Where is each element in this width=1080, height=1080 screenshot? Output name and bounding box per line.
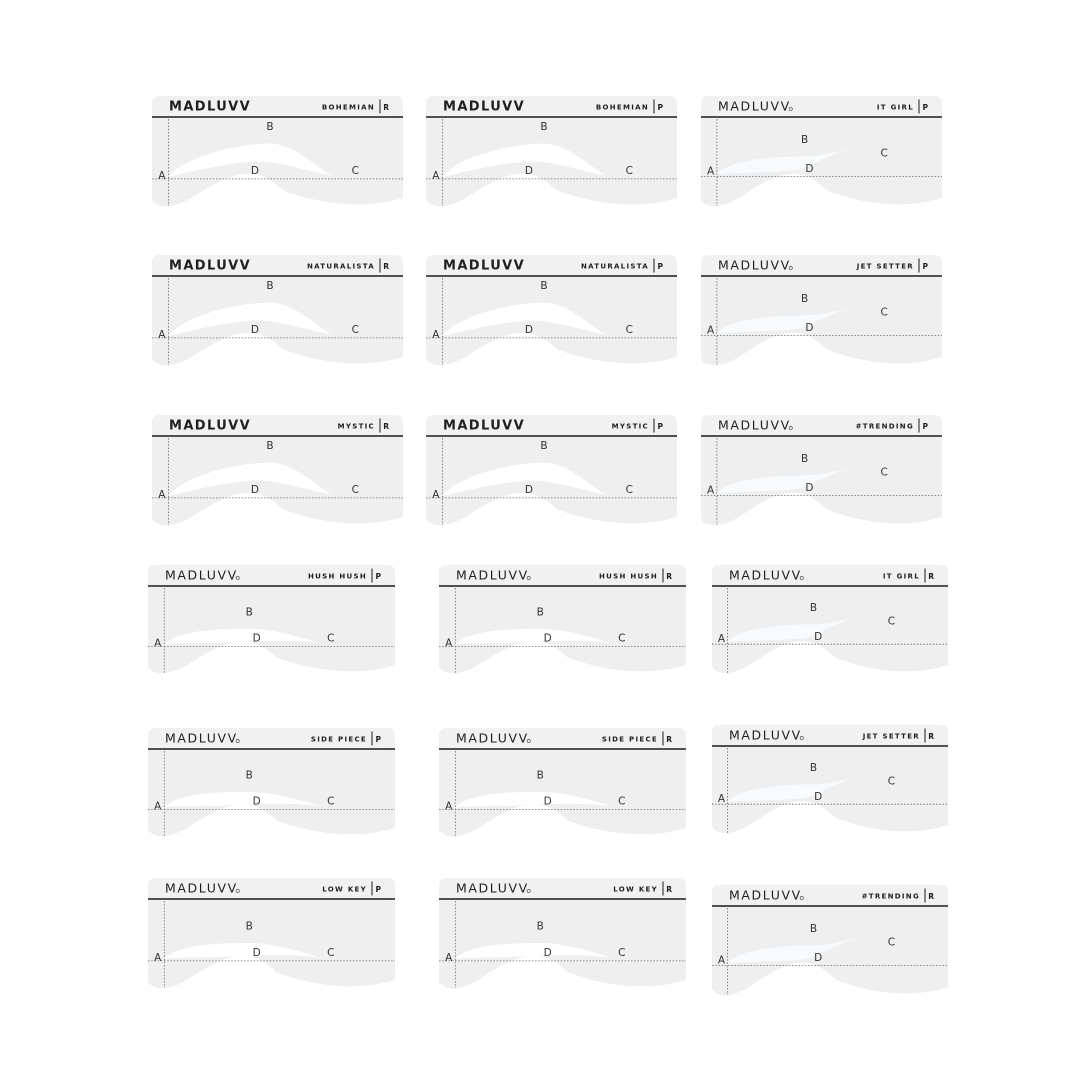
stencil-card bbox=[152, 255, 403, 367]
stencil-style-name: MYSTIC bbox=[611, 422, 649, 431]
stencil-variant: P bbox=[657, 262, 663, 271]
stencil-variant: P bbox=[922, 422, 928, 431]
point-d-label: D bbox=[814, 790, 823, 803]
brand-logo: MADLUVV bbox=[165, 730, 238, 746]
brow-stencil bbox=[426, 415, 677, 527]
point-c-label: C bbox=[351, 323, 359, 336]
point-a-label: A bbox=[717, 633, 726, 645]
brand-logo: MADLUVV bbox=[443, 258, 526, 274]
brow-stencil bbox=[148, 565, 395, 675]
stencil-style-name: JET SETTER bbox=[862, 732, 920, 741]
brand-logo: MADLUVV bbox=[729, 567, 802, 583]
brand-logo: MADLUVV bbox=[165, 567, 238, 583]
stencil-variant: P bbox=[657, 103, 663, 112]
point-a-label: A bbox=[154, 951, 162, 964]
point-a-label: A bbox=[707, 484, 715, 497]
point-d-label: D bbox=[252, 946, 261, 959]
point-a-label: A bbox=[158, 328, 166, 341]
stencil-card bbox=[701, 96, 942, 208]
point-b-label: B bbox=[536, 606, 544, 619]
brand-logo: MADLUVV bbox=[165, 880, 238, 896]
point-d-label: D bbox=[524, 483, 533, 496]
point-a-label: A bbox=[154, 637, 162, 650]
point-a-label: A bbox=[158, 488, 166, 501]
brand-logo: MADLUVV bbox=[456, 730, 529, 746]
stencil-style-name: SIDE PIECE bbox=[601, 735, 658, 744]
point-d-label: D bbox=[543, 632, 552, 645]
point-c-label: C bbox=[327, 795, 335, 808]
point-a-label: A bbox=[445, 637, 453, 650]
brand-logo: MADLUVV bbox=[456, 567, 529, 583]
point-c-label: C bbox=[625, 483, 633, 496]
stencil-variant: R bbox=[383, 262, 389, 271]
point-c-label: C bbox=[327, 632, 335, 645]
stencil-card bbox=[712, 565, 948, 675]
point-d-label: D bbox=[252, 632, 261, 645]
brow-stencil bbox=[701, 96, 942, 208]
point-b-label: B bbox=[540, 280, 548, 293]
stencil-variant: R bbox=[383, 422, 389, 431]
brand-logo: MADLUVV bbox=[456, 880, 529, 896]
point-b-label: B bbox=[801, 293, 809, 306]
point-b-label: B bbox=[801, 134, 809, 147]
brow-stencil bbox=[439, 565, 686, 675]
brow-stencil bbox=[712, 885, 948, 997]
stencil-card bbox=[426, 255, 677, 367]
point-b-label: B bbox=[809, 923, 818, 936]
brow-stencil bbox=[152, 255, 403, 367]
point-c-label: C bbox=[618, 946, 626, 959]
stencil-style-name: #TRENDING bbox=[855, 422, 914, 431]
stencil-style-name: HUSH HUSH bbox=[307, 572, 367, 581]
stencil-style-name: LOW KEY bbox=[613, 885, 658, 894]
brow-stencil bbox=[148, 878, 395, 990]
point-d-label: D bbox=[543, 946, 552, 959]
brand-logo: MADLUVV bbox=[443, 99, 526, 115]
brow-stencil bbox=[152, 415, 403, 527]
point-b-label: B bbox=[809, 602, 818, 615]
stencil-variant: P bbox=[657, 422, 663, 431]
point-b-label: B bbox=[245, 769, 253, 782]
brow-stencil bbox=[701, 415, 942, 527]
point-d-label: D bbox=[250, 483, 259, 496]
stencil-variant: R bbox=[666, 572, 672, 581]
point-c-label: C bbox=[351, 483, 359, 496]
stencil-card bbox=[439, 878, 686, 990]
stencil-variant: R bbox=[928, 892, 934, 901]
brand-logo: MADLUVV bbox=[169, 258, 252, 274]
brow-stencil bbox=[712, 725, 948, 835]
point-a-label: A bbox=[707, 324, 715, 337]
stencil-style-name: NATURALISTA bbox=[306, 262, 375, 271]
stencil-card bbox=[701, 415, 942, 527]
point-a-label: A bbox=[432, 169, 440, 182]
point-b-label: B bbox=[809, 762, 818, 775]
brand-logo: MADLUVV bbox=[718, 257, 791, 273]
brand-logo: MADLUVV bbox=[443, 418, 526, 434]
point-d-label: D bbox=[250, 323, 259, 336]
point-c-label: C bbox=[618, 632, 626, 645]
stencil-card bbox=[152, 415, 403, 527]
brand-logo: MADLUVV bbox=[718, 98, 791, 114]
stencil-style-name: MYSTIC bbox=[337, 422, 375, 431]
point-a-label: A bbox=[707, 165, 715, 178]
point-b-label: B bbox=[266, 121, 274, 134]
stencil-variant: P bbox=[922, 262, 928, 271]
stencil-variant: R bbox=[666, 885, 672, 894]
brand-logo: MADLUVV bbox=[729, 887, 802, 903]
point-c-label: C bbox=[880, 306, 888, 319]
point-c-label: C bbox=[625, 164, 633, 177]
brand-logo: MADLUVV bbox=[729, 727, 802, 743]
point-b-label: B bbox=[245, 606, 253, 619]
point-c-label: C bbox=[880, 147, 888, 160]
point-b-label: B bbox=[540, 440, 548, 453]
stencil-card bbox=[152, 96, 403, 208]
stencil-card bbox=[712, 885, 948, 997]
brand-logo: MADLUVV bbox=[169, 99, 252, 115]
point-d-label: D bbox=[524, 164, 533, 177]
stencil-style-name: BOHEMIAN bbox=[321, 103, 375, 112]
stencil-card bbox=[148, 878, 395, 990]
point-c-label: C bbox=[880, 466, 888, 479]
point-a-label: A bbox=[717, 793, 726, 805]
stencil-variant: R bbox=[928, 572, 934, 581]
brow-stencil bbox=[439, 878, 686, 990]
point-d-label: D bbox=[805, 163, 814, 176]
stencil-variant: P bbox=[375, 735, 381, 744]
point-d-label: D bbox=[250, 164, 259, 177]
point-c-label: C bbox=[887, 775, 896, 788]
stencil-card bbox=[148, 728, 395, 838]
point-b-label: B bbox=[536, 769, 544, 782]
brow-stencil bbox=[426, 255, 677, 367]
point-b-label: B bbox=[266, 280, 274, 293]
point-d-label: D bbox=[814, 630, 823, 643]
stencil-style-name: BOHEMIAN bbox=[595, 103, 649, 112]
point-c-label: C bbox=[351, 164, 359, 177]
point-b-label: B bbox=[266, 440, 274, 453]
stencil-style-name: SIDE PIECE bbox=[310, 735, 367, 744]
point-b-label: B bbox=[245, 920, 253, 933]
stencil-style-name: LOW KEY bbox=[322, 885, 367, 894]
brow-stencil bbox=[148, 728, 395, 838]
point-a-label: A bbox=[158, 169, 166, 182]
point-a-label: A bbox=[717, 954, 726, 967]
point-a-label: A bbox=[432, 328, 440, 341]
point-b-label: B bbox=[801, 453, 809, 466]
stencil-style-name: IT GIRL bbox=[882, 572, 920, 581]
stencil-style-name: NATURALISTA bbox=[580, 262, 649, 271]
point-d-label: D bbox=[252, 795, 261, 808]
point-c-label: C bbox=[618, 795, 626, 808]
point-a-label: A bbox=[445, 800, 453, 813]
point-d-label: D bbox=[814, 952, 823, 965]
stencil-card bbox=[439, 728, 686, 838]
point-d-label: D bbox=[805, 322, 814, 335]
brow-stencil bbox=[712, 565, 948, 675]
stencil-card bbox=[426, 415, 677, 527]
stencil-card bbox=[712, 725, 948, 835]
stencil-style-name: JET SETTER bbox=[856, 262, 914, 271]
stencil-style-name: IT GIRL bbox=[876, 103, 914, 112]
point-b-label: B bbox=[540, 121, 548, 134]
point-c-label: C bbox=[887, 615, 896, 628]
stencil-card bbox=[439, 565, 686, 675]
point-c-label: C bbox=[887, 936, 896, 949]
stencil-variant: R bbox=[928, 732, 934, 741]
stencil-variant: P bbox=[375, 885, 381, 894]
stencil-style-name: #TRENDING bbox=[861, 892, 920, 901]
stencil-variant: R bbox=[666, 735, 672, 744]
point-d-label: D bbox=[524, 323, 533, 336]
point-a-label: A bbox=[154, 800, 162, 813]
brand-logo: MADLUVV bbox=[169, 418, 252, 434]
stencil-variant: R bbox=[383, 103, 389, 112]
stencil-card bbox=[426, 96, 677, 208]
brow-stencil bbox=[439, 728, 686, 838]
brand-logo: MADLUVV bbox=[718, 417, 791, 433]
point-c-label: C bbox=[625, 323, 633, 336]
point-d-label: D bbox=[805, 482, 814, 495]
stencil-style-name: HUSH HUSH bbox=[598, 572, 658, 581]
point-c-label: C bbox=[327, 946, 335, 959]
stencil-variant: P bbox=[375, 572, 381, 581]
stencil-variant: P bbox=[922, 103, 928, 112]
brow-stencil bbox=[701, 255, 942, 367]
brow-stencil bbox=[152, 96, 403, 208]
stencil-card bbox=[701, 255, 942, 367]
point-a-label: A bbox=[432, 488, 440, 501]
point-b-label: B bbox=[536, 920, 544, 933]
point-a-label: A bbox=[445, 951, 453, 964]
stencil-card bbox=[148, 565, 395, 675]
brow-stencil bbox=[426, 96, 677, 208]
point-d-label: D bbox=[543, 795, 552, 808]
